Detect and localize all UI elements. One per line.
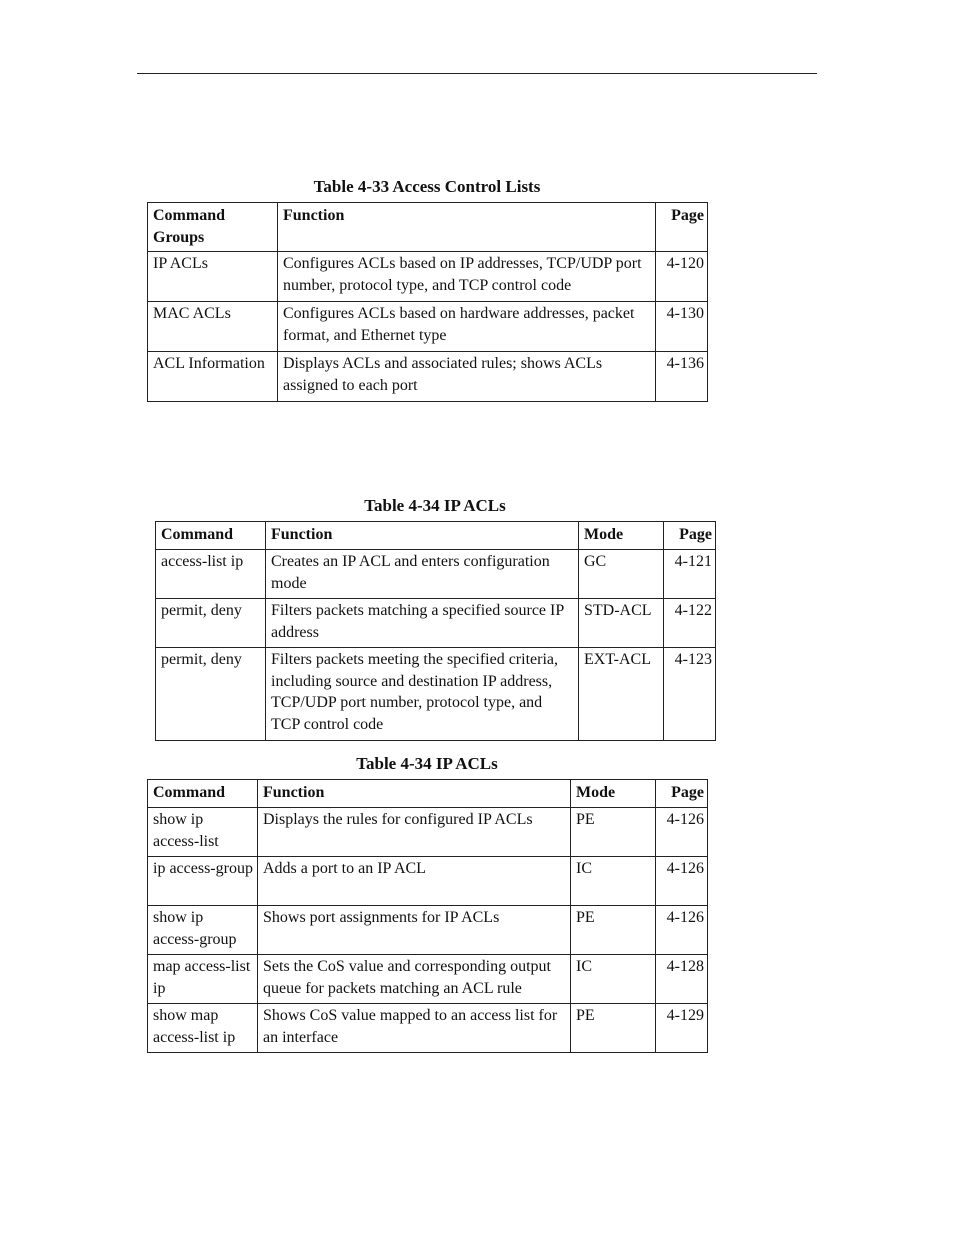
column-header: Mode (579, 522, 664, 550)
table-4-33-caption: Table 4-33 Access Control Lists (313, 177, 541, 196)
command-cell: access-list ip (156, 550, 266, 599)
column-header: Function (266, 522, 579, 550)
page-cell: 4-123 (664, 648, 716, 741)
command-cell: show map access-list ip (148, 1004, 258, 1053)
mode-cell: EXT-ACL (579, 648, 664, 741)
table-row (148, 955, 708, 1004)
function-cell: Displays the rules for configured IP ACLs (258, 808, 571, 857)
function-cell: Configures ACLs based on hardware addresses, packet format, and Ethernet type (278, 302, 656, 352)
ip-acls-table-continued (147, 779, 708, 1053)
command-cell: show ip access-list (148, 808, 258, 857)
command-cell: show ip access-group (148, 906, 258, 955)
command-cell: ip access-group (148, 857, 258, 906)
mode-cell: PE (571, 1004, 656, 1053)
column-header: Mode (571, 780, 656, 808)
table-row (148, 857, 708, 906)
mode-cell: PE (571, 906, 656, 955)
mode-cell: IC (571, 955, 656, 1004)
page-cell: 4-129 (656, 1004, 708, 1053)
function-cell: Adds a port to an IP ACL (258, 857, 571, 906)
mode-cell: IC (571, 857, 656, 906)
command-cell: permit, deny (156, 648, 266, 741)
table-row (148, 1004, 708, 1053)
command-cell: map access-list ip (148, 955, 258, 1004)
function-cell: Filters packets matching a specified source IP address (266, 599, 579, 648)
command-cell: permit, deny (156, 599, 266, 648)
table-row (148, 302, 708, 352)
page-cell: 4-126 (656, 906, 708, 955)
page-cell: 4-126 (656, 857, 708, 906)
table-row (156, 648, 716, 741)
table-4-34-caption: Table 4-34 IP ACLs (364, 496, 506, 515)
function-cell: Configures ACLs based on IP addresses, TCP/UDP port number, protocol type, and TCP control code (278, 252, 656, 302)
table-4-34-continued-caption: Table 4-34 IP ACLs (356, 754, 498, 773)
table-row (156, 550, 716, 599)
header-rule (137, 73, 817, 74)
command-group-cell: IP ACLs (148, 252, 278, 302)
column-header: Command (148, 780, 258, 808)
page-cell: 4-122 (664, 599, 716, 648)
table-header-row (148, 780, 708, 808)
mode-cell: PE (571, 808, 656, 857)
column-header: Function (258, 780, 571, 808)
table-header-row (156, 522, 716, 550)
command-group-cell: MAC ACLs (148, 302, 278, 352)
table-row (156, 599, 716, 648)
command-group-cell: ACL Information (148, 352, 278, 402)
column-header: Page (656, 780, 708, 808)
function-cell: Shows port assignments for IP ACLs (258, 906, 571, 955)
page-cell: 4-121 (664, 550, 716, 599)
table-header-row (148, 203, 708, 252)
page-cell: 4-120 (656, 252, 708, 302)
ip-acls-table (155, 521, 716, 741)
mode-cell: STD-ACL (579, 599, 664, 648)
column-header: Function (278, 203, 656, 252)
function-cell: Sets the CoS value and corresponding output queue for packets matching an ACL rule (258, 955, 571, 1004)
page-cell: 4-130 (656, 302, 708, 352)
function-cell: Displays ACLs and associated rules; shows ACLs assigned to each port (278, 352, 656, 402)
column-header: Page (664, 522, 716, 550)
column-header: Command Groups (148, 203, 278, 252)
page-cell: 4-128 (656, 955, 708, 1004)
function-cell: Shows CoS value mapped to an access list for an interface (258, 1004, 571, 1053)
table-row (148, 906, 708, 955)
column-header: Command (156, 522, 266, 550)
function-cell: Filters packets meeting the specified criteria, including source and destination IP address, TCP/UDP port number, protocol type, and TCP control code (266, 648, 579, 741)
table-row (148, 808, 708, 857)
access-control-lists-table (147, 202, 708, 402)
function-cell: Creates an IP ACL and enters configuration mode (266, 550, 579, 599)
table-row (148, 352, 708, 402)
table-row (148, 252, 708, 302)
page-cell: 4-126 (656, 808, 708, 857)
column-header: Page (656, 203, 708, 252)
page-cell: 4-136 (656, 352, 708, 402)
mode-cell: GC (579, 550, 664, 599)
